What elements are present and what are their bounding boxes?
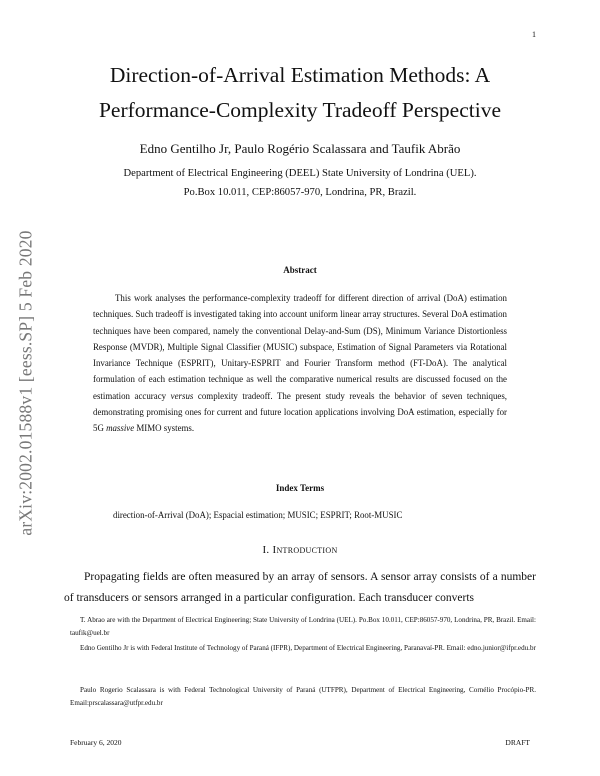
footer-date: February 6, 2020 <box>70 738 122 747</box>
paper-title <box>60 58 540 128</box>
affiliation-line-1: Department of Electrical Engineering (DEEL) State University of Londrina (UEL). <box>123 168 477 179</box>
abstract-text-3: systems. <box>163 423 195 434</box>
abstract-text-1: This work analyses the performance-complexity tradeoff for different direction of arrival (DoA) estimation techniques. Such tradeoff is investigated taking into account uniform linear array structures. Several DoA estimation techniques have been compared, namely the conventional Delay-and-Sum (DS), Minimum Variance Distortionless Response (MVDR), Multiple Signal Classifier (MUSIC) subspace, Estimation of Signal Parameters via Rotational Invariance Technique (ESPRIT), Unitary-ESPRIT and Fourier Transform method (FT-DoA). The analytical formulation of each estimation technique as well the comparative numerical results are discussed focused on the estimation accuracy <box>93 293 507 401</box>
footer-draft: DRAFT <box>505 738 530 747</box>
section-title: Introduction <box>272 544 338 556</box>
abstract-text-2: complexity tradeoff. The present study reveals the behavior of seven techniques, demonstrating promising ones for current and future location applications involving DoA estimation, especially for 5G <box>93 390 508 434</box>
authors: Edno Gentilho Jr, Paulo Rogério Scalassara and Taufik Abrão <box>139 141 461 156</box>
abstract-heading: Abstract <box>283 265 317 275</box>
affiliation-line-2: Po.Box 10.011, CEP:86057-970, Londrina, PR, Brazil. <box>183 187 417 198</box>
abstract-mimo: MIMO <box>136 423 162 434</box>
title-line-1: Direction-of-Arrival Estimation Methods: A <box>109 63 491 87</box>
index-terms-heading: Index Terms <box>275 483 325 493</box>
section-heading <box>60 544 540 556</box>
arxiv-stamp <box>6 208 46 558</box>
affiliation <box>60 164 540 202</box>
abstract-body <box>93 290 507 437</box>
title-line-2: Performance-Complexity Tradeoff Perspective <box>98 98 502 122</box>
page-number: 1 <box>532 30 536 39</box>
footnote-2: Edno Gentilho Jr is with Federal Institute of Technology of Paraná (IFPR), Department of Electrical Engineering, Paranavaí-PR. Email: edno.junior@ifpr.edu.br <box>80 644 536 652</box>
abstract-emphasis-versus: versus <box>170 390 194 401</box>
arxiv-id: arXiv:2002.01588v1 [eess.SP] 5 Feb 2020 <box>15 230 36 536</box>
abstract-emphasis-massive: massive <box>106 423 135 434</box>
section-number: I. <box>262 544 270 556</box>
index-terms: direction-of-Arrival (DoA); Espacial estimation; MUSIC; ESPRIT; Root-MUSIC <box>113 510 403 520</box>
footnote-3: Paulo Rogerio Scalassara is with Federal Technological University of Paraná (UTFPR), Department of Electrical Engineering, Cornélio Procópio-PR. Email:prscalassara@utfpr.edu.br <box>70 686 536 707</box>
intro-paragraph: Propagating fields are often measured by an array of sensors. A sensor array consists of a number of transducers or sensors arranged in a particular configuration. Each transducer converts <box>64 571 536 604</box>
footnote-1: T. Abrao are with the Department of Electrical Engineering; State University of Londrina (UEL). Po.Box 10.011, CEP:86057-970, Londrina, PR, Brazil. Email: taufik@uel.br <box>70 616 536 637</box>
